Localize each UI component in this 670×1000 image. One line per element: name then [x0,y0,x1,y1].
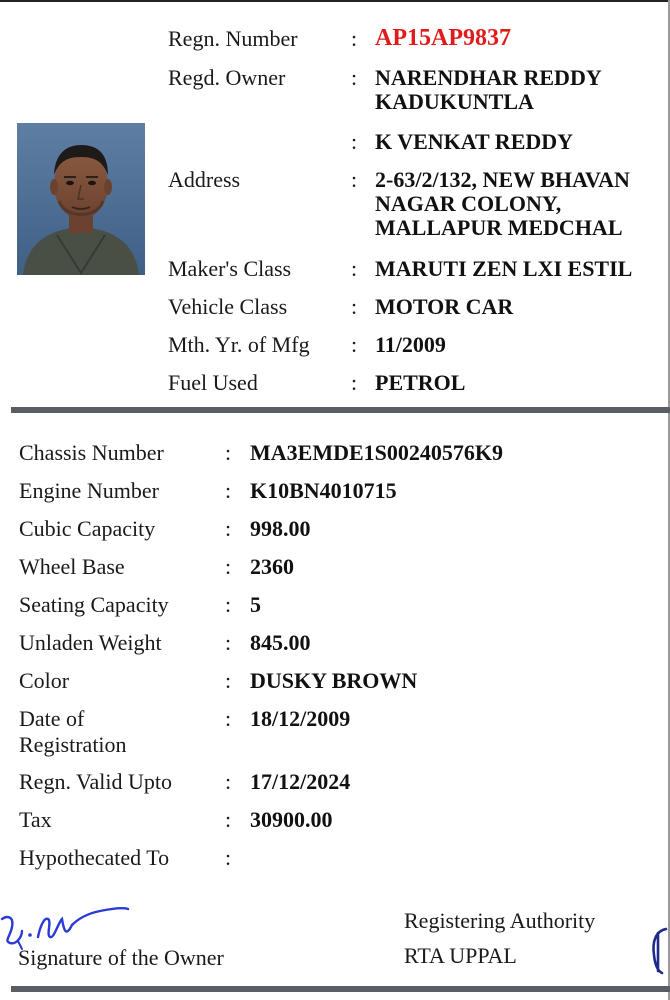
colon: : [351,65,358,90]
cubic-capacity-value: 998.00 [250,516,311,541]
engine-value: K10BN4010715 [250,478,397,503]
address-line2: NAGAR COLONY, [375,191,562,216]
colon: : [351,294,358,319]
colon: : [225,516,232,541]
wheel-base-label: Wheel Base [19,554,125,579]
tax-label: Tax [19,807,52,832]
owner-signature-label: Signature of the Owner [18,945,224,970]
top-border [0,0,670,2]
chassis-label: Chassis Number [19,440,164,465]
authority-signature-mark [648,925,670,977]
colon: : [351,332,358,357]
cubic-capacity-label: Cubic Capacity [19,516,156,541]
colon: : [225,769,232,794]
colon: : [225,554,232,579]
colon: : [351,129,358,154]
seating-value: 5 [250,592,261,617]
date-of-registration-label-line2: Registration [19,732,127,757]
colon: : [225,807,232,832]
section-divider [11,407,670,413]
owner-label: Regd. Owner [168,65,286,90]
relation-value: K VENKAT REDDY [375,129,574,154]
owner-value-line2: KADUKUNTLA [375,89,534,114]
hypothecated-label: Hypothecated To [19,845,170,870]
color-label: Color [19,668,70,693]
colon: : [351,167,358,192]
unladen-weight-label: Unladen Weight [19,630,162,655]
owner-photo [17,123,145,275]
valid-upto-value: 17/12/2024 [250,769,351,794]
registering-authority-label: Registering Authority [404,908,596,933]
engine-label: Engine Number [19,478,159,503]
chassis-value: MA3EMDE1S00240576K9 [250,440,503,465]
seating-label: Seating Capacity [19,592,169,617]
regn-number-label: Regn. Number [168,26,298,51]
makers-class-value: MARUTI ZEN LXI ESTIL [375,256,633,281]
color-value: DUSKY BROWN [250,668,418,693]
colon: : [225,592,232,617]
wheel-base-value: 2360 [250,554,294,579]
colon: : [351,370,358,395]
colon: : [225,845,232,870]
address-line3: MALLAPUR MEDCHAL [375,215,623,240]
makers-class-label: Maker's Class [168,256,292,281]
tax-value: 30900.00 [250,807,333,832]
colon: : [225,440,232,465]
address-label: Address [168,167,241,192]
date-of-registration-value: 18/12/2009 [250,706,351,731]
address-line1: 2-63/2/132, NEW BHAVAN [375,167,630,192]
bottom-divider [11,986,670,992]
vehicle-class-value: MOTOR CAR [375,294,514,319]
fuel-value: PETROL [375,370,466,395]
mfg-label: Mth. Yr. of Mfg [168,332,310,357]
colon: : [225,478,232,503]
colon: : [351,256,358,281]
fuel-label: Fuel Used [168,370,258,395]
owner-value-line1: NARENDHAR REDDY [375,65,602,90]
regn-number-value: AP15AP9837 [375,25,511,51]
vehicle-class-label: Vehicle Class [168,294,288,319]
date-of-registration-label-line1: Date of [19,706,85,731]
valid-upto-label: Regn. Valid Upto [19,769,172,794]
mfg-value: 11/2009 [375,332,446,357]
colon: : [225,706,232,731]
colon: : [351,26,358,51]
unladen-weight-value: 845.00 [250,630,311,655]
colon: : [225,630,232,655]
colon: : [225,668,232,693]
registering-authority-name: RTA UPPAL [404,943,517,968]
